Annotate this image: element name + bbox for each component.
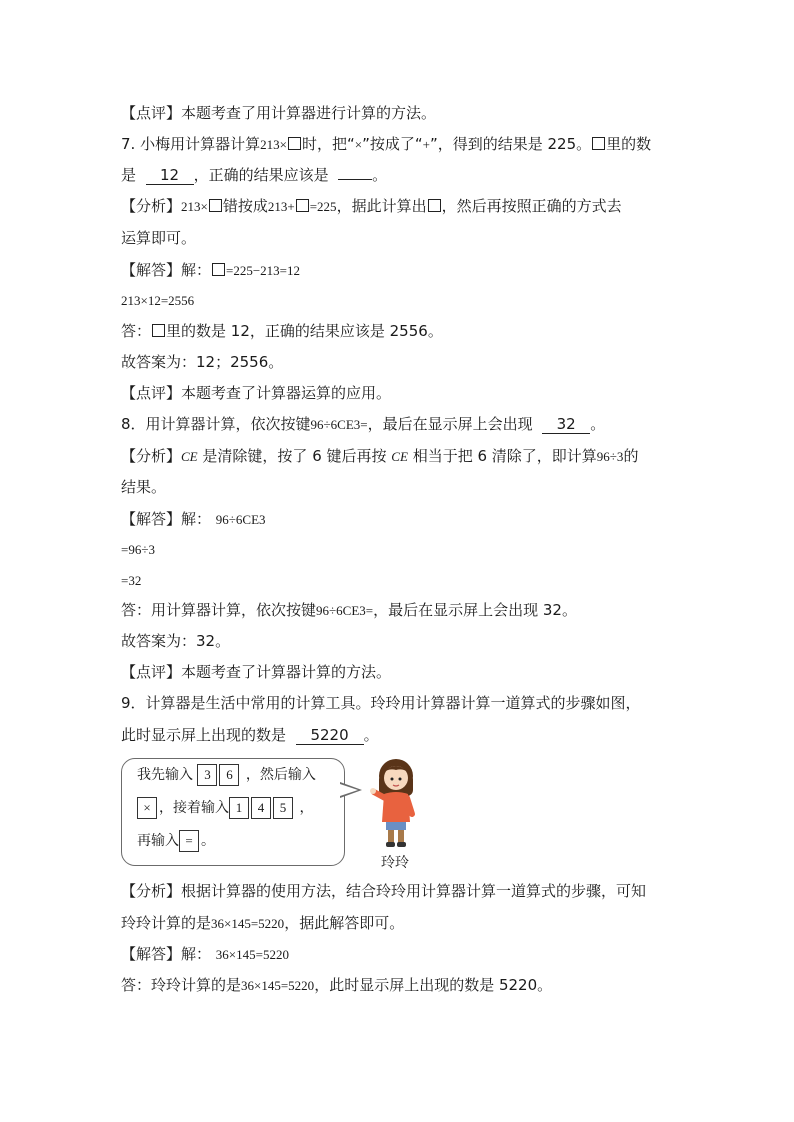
blank-square-icon	[288, 137, 301, 150]
answer-blank: 12	[146, 166, 194, 185]
review-7: 【点评】本题考查了计算器运算的应用。	[121, 384, 392, 402]
solution-8-line2: =96÷3	[121, 542, 155, 557]
answer-7: 答： 里的数是 12，正确的结果应该是 2556。	[121, 322, 443, 340]
analysis-8-line2: 结果。	[121, 478, 167, 496]
key-5: 5	[273, 797, 293, 819]
solution-7-line1: 【解答】解： =225−213=12	[121, 261, 301, 279]
question-9-line1: 9．计算器是生活中常用的计算工具。玲玲用计算器计算一道算式的步骤如图，	[121, 694, 641, 712]
blank-square-icon	[428, 199, 441, 212]
analysis-8-line1: 【分析】CE 是清除键，按了 6 键后再按 CE 相当于把 6 清除了，即计算96÷3的	[121, 447, 639, 465]
final-answer-8: 故答案为：32。	[121, 632, 231, 650]
bubble-line3: 再输入 = 。	[137, 830, 215, 852]
key-6: 6	[219, 764, 239, 786]
final-answer-7: 故答案为：12；2556。	[121, 353, 284, 371]
key-times: ×	[137, 797, 157, 819]
answer-9: 答：玲玲计算的是36×145=5220，此时显示屏上出现的数是 5220。	[121, 976, 553, 994]
question-9-line2: 此时显示屏上出现的数是 5220 。	[121, 726, 379, 744]
key-3: 3	[197, 764, 217, 786]
review-6: 【点评】本题考查了用计算器进行计算的方法。	[121, 104, 437, 122]
key-4: 4	[251, 797, 271, 819]
bubble-line2: × ，接着输入 1 4 5 ，	[137, 797, 313, 819]
review-8: 【点评】本题考查了计算器计算的方法。	[121, 663, 392, 681]
solution-9: 【解答】解： 36×145=5220	[121, 945, 289, 963]
analysis-7-line1: 【分析】213× 错按成213+ =225，据此计算出 ，然后再按照正确的方式去	[121, 197, 622, 215]
question-8: 8．用计算器计算，依次按键96÷6CE3=，最后在显示屏上会出现 32 。	[121, 415, 606, 433]
analysis-9-line1: 【分析】根据计算器的使用方法，结合玲玲用计算器计算一道算式的步骤，可知	[121, 882, 647, 900]
blank-square-icon	[212, 263, 225, 276]
question-7-line1: 7. 小梅用计算器计算213× 时，把“×”按成了“+”，得到的结果是 225。 里的数	[121, 135, 652, 153]
blank-square-icon	[592, 137, 605, 150]
girl-caption: 玲玲	[381, 855, 409, 871]
question-7-line2: 是 12 ，正确的结果应该是 。	[121, 166, 388, 184]
key-1: 1	[229, 797, 249, 819]
answer-blank: 32	[542, 415, 590, 434]
girl-illustration-icon	[368, 756, 424, 852]
solution-8-line1: 【解答】解： 96÷6CE3	[121, 510, 266, 528]
solution-8-line3: =32	[121, 573, 142, 588]
solution-7-line2: 213×12=2556	[121, 293, 195, 308]
answer-blank: 5220	[296, 726, 364, 745]
answer-blank	[338, 179, 372, 180]
analysis-7-line2: 运算即可。	[121, 229, 197, 247]
bubble-line1: 我先输入 3 6 ，然后输入	[137, 764, 316, 786]
blank-square-icon	[296, 199, 309, 212]
analysis-9-line2: 玲玲计算的是36×145=5220，据此解答即可。	[121, 914, 405, 932]
blank-square-icon	[209, 199, 222, 212]
blank-square-icon	[152, 324, 165, 337]
key-equals: =	[179, 830, 199, 852]
answer-8: 答：用计算器计算，依次按键96÷6CE3=，最后在显示屏上会出现 32。	[121, 601, 577, 619]
